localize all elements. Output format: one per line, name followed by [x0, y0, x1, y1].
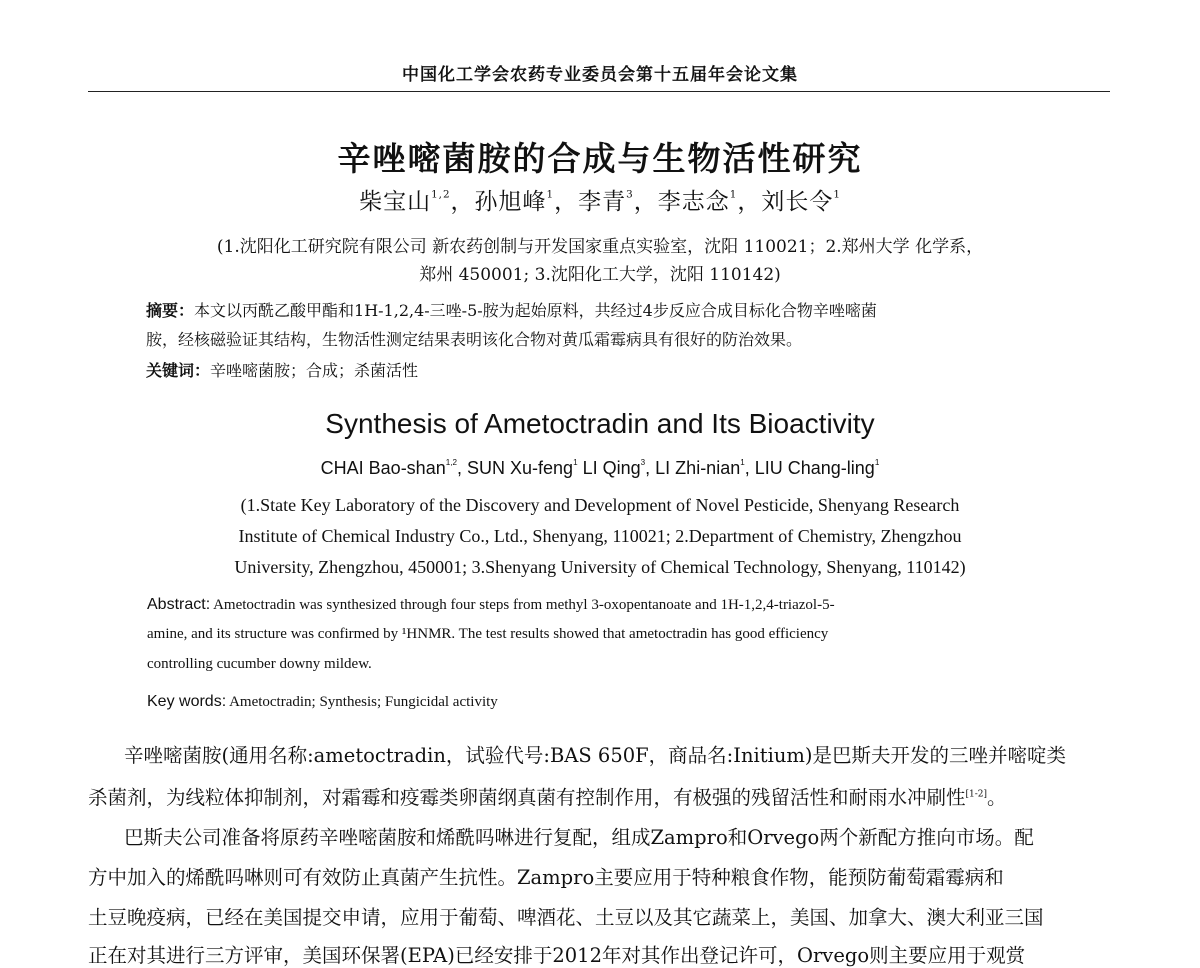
author-name: LIU Chang-ling [754, 458, 875, 478]
author-name: CHAI Bao-shan [320, 458, 446, 478]
body-paragraph-2-line-3: 土豆晚疫病，已经在美国提交申请，应用于葡萄、啤酒花、土豆以及其它蔬菜上，美国、加拿大、澳大利亚三国 [88, 906, 1044, 929]
author-name: 李志念 [657, 189, 730, 215]
chinese-keywords [146, 358, 418, 381]
chinese-keywords-text: 辛唑嘧菌胺；合成；杀菌活性 [210, 361, 419, 380]
author-affiliation-mark: 1 [729, 188, 738, 201]
english-keywords-text: Ametoctradin; Synthesis; Fungicidal activity [229, 694, 498, 710]
header-rule [88, 91, 1110, 92]
english-abstract-label: Abstract: [147, 596, 211, 613]
author-separator: ， [554, 189, 579, 215]
chinese-authors [0, 183, 1200, 216]
english-keywords-label: Key words: [147, 693, 227, 710]
english-abstract-line-3: controlling cucumber downy mildew. [147, 656, 372, 672]
author-affiliation-mark: 1,2 [431, 188, 451, 201]
chinese-title: 辛唑嘧菌胺的合成与生物活性研究 [337, 139, 863, 178]
author-separator: , [645, 458, 656, 478]
author-name: LI Qing [582, 458, 641, 478]
author-separator: ， [450, 189, 475, 215]
running-header: 中国化工学会农药专业委员会第十五届年会论文集 [402, 65, 798, 85]
author-affiliation-mark: 1 [546, 188, 555, 201]
author-name: 孙旭峰 [474, 189, 547, 215]
english-affiliation-line-3: University, Zhengzhou, 450001; 3.Shenyang University of Chemical Technology, Shenyang, 110142) [234, 557, 966, 577]
english-abstract-text: Ametoctradin was synthesized through four steps from methyl 3-oxopentanoate and 1H-1,2,4-triazol-5- [213, 597, 835, 613]
english-abstract-line-2: amine, and its structure was confirmed by ¹HNMR. The test results showed that ametoctradin has good efficiency [147, 626, 829, 642]
chinese-keywords-label: 关键词： [146, 361, 211, 380]
author-separator: ， [633, 189, 658, 215]
author-name: 柴宝山 [359, 189, 432, 215]
author-affiliation-mark: 1 [833, 188, 841, 201]
author-name: LI Zhi-nian [655, 458, 741, 478]
author-affiliation-mark: 3 [626, 188, 634, 201]
author-name: 李青 [578, 189, 627, 215]
author-separator: ， [737, 189, 762, 215]
author-separator: , [456, 458, 467, 478]
chinese-abstract-text: 本文以丙酰乙酸甲酯和1H-1,2,4-三唑-5-胺为起始原料，共经过4步反应合成目标化合物辛唑嘧菌 [194, 301, 877, 320]
english-affiliation-line-1: (1.State Key Laboratory of the Discovery and Development of Novel Pesticide, Shenyang Research [240, 495, 960, 515]
author-separator: , [744, 458, 755, 478]
chinese-affiliation-line-1: (1.沈阳化工研究院有限公司 新农药创制与开发国家重点实验室，沈阳 110021；2.郑州大学 化学系， [216, 237, 984, 257]
body-paragraph-2-line-4: 正在对其进行三方评审，美国环保署(EPA)已经安排于2012年对其作出登记许可，Orvego则主要应用于观赏 [88, 944, 1026, 967]
author-affiliation-mark: 1,2 [445, 458, 457, 468]
chinese-abstract-line-2: 胺，经核磁验证其结构，生物活性测定结果表明该化合物对黄瓜霜霉病具有很好的防治效果。 [146, 330, 803, 349]
english-authors [0, 458, 1200, 479]
body-paragraph-1-line-2 [88, 782, 1110, 810]
author-affiliation-mark: 3 [640, 458, 646, 468]
citation-ref: [1-2] [965, 789, 988, 800]
chinese-abstract-line-1 [146, 298, 877, 321]
author-affiliation-mark: 1 [573, 458, 578, 468]
body-paragraph-1-end: 。 [987, 786, 1007, 809]
author-name: SUN Xu-feng [467, 458, 574, 478]
english-title: Synthesis of Ametoctradin and Its Bioactivity [325, 408, 875, 439]
body-paragraph-2-line-1: 巴斯夫公司准备将原药辛唑嘧菌胺和烯酰吗啉进行复配，组成Zampro和Orvego两个新配方推向市场。配 [124, 826, 1034, 849]
english-keywords [147, 693, 498, 711]
author-affiliation-mark: 1 [740, 458, 745, 468]
author-name: 刘长令 [761, 189, 834, 215]
english-affiliation-line-2: Institute of Chemical Industry Co., Ltd., Shenyang, 110021; 2.Department of Chemistry, Zhengzhou [238, 526, 962, 546]
body-paragraph-2-line-2: 方中加入的烯酰吗啉则可有效防止真菌产生抗性。Zampro主要应用于特种粮食作物，能预防葡萄霜霉病和 [88, 866, 1004, 889]
body-paragraph-1-line-1: 辛唑嘧菌胺(通用名称:ametoctradin，试验代号:BAS 650F，商品名:Initium)是巴斯夫开发的三唑并嘧啶类 [124, 744, 1066, 767]
body-paragraph-1-line-2-text: 杀菌剂，为线粒体抑制剂，对霜霉和疫霉类卵菌纲真菌有控制作用，有极强的残留活性和耐雨水冲刷性 [88, 786, 966, 809]
chinese-affiliation-line-2: 郑州 450001; 3.沈阳化工大学，沈阳 110142) [419, 265, 781, 285]
chinese-abstract-label: 摘要： [146, 301, 195, 320]
english-abstract-line-1 [147, 596, 835, 614]
author-affiliation-mark: 1 [874, 458, 880, 468]
